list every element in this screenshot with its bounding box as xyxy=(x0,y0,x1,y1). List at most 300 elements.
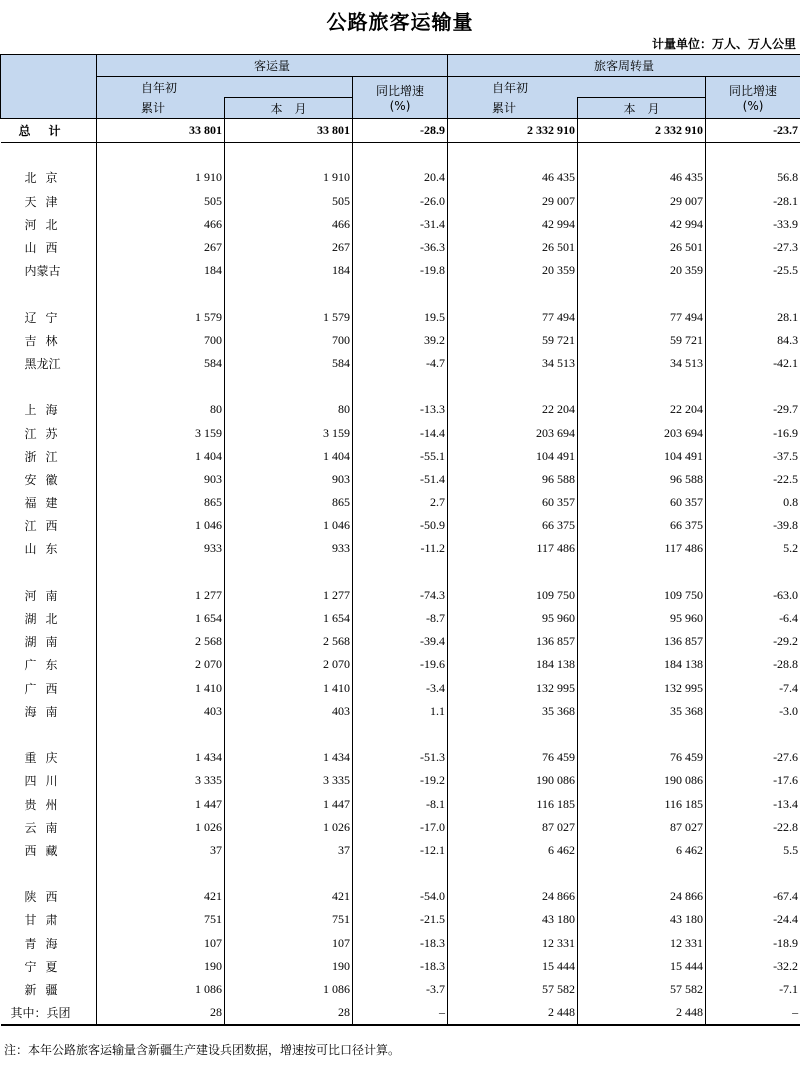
cell-v2: 584 xyxy=(225,352,353,375)
cell-v4: 22 204 xyxy=(448,398,578,421)
cell-v3: -36.3 xyxy=(353,236,448,259)
cell-v4: 20 359 xyxy=(448,259,578,282)
cell-v3: -12.1 xyxy=(353,839,448,862)
spacer-cell xyxy=(706,862,800,885)
cell-v2: 421 xyxy=(225,885,353,908)
cell-v5: 15 444 xyxy=(578,955,706,978)
spacer-cell xyxy=(225,862,353,885)
cell-v1: 37 xyxy=(97,839,225,862)
cell-v3: -50.9 xyxy=(353,514,448,537)
header-region-blank xyxy=(1,55,97,119)
table-row-total xyxy=(1,119,800,143)
table-row xyxy=(1,630,800,653)
cell-v2: 1 410 xyxy=(225,677,353,700)
cell-v2: 403 xyxy=(225,700,353,723)
cell-v6: -3.0 xyxy=(706,700,800,723)
cell-v5: 77 494 xyxy=(578,306,706,329)
cell-v4: 43 180 xyxy=(448,908,578,931)
cell-v5: 34 513 xyxy=(578,352,706,375)
cell-v5: 6 462 xyxy=(578,839,706,862)
cell-v6: -24.4 xyxy=(706,908,800,931)
spacer-cell xyxy=(353,375,448,398)
cell-v1: 190 xyxy=(97,955,225,978)
table-row xyxy=(1,537,800,560)
spacer-row xyxy=(1,862,800,885)
spacer-cell xyxy=(353,862,448,885)
table-row xyxy=(1,514,800,537)
cell-v5: 26 501 xyxy=(578,236,706,259)
spacer-cell xyxy=(353,143,448,167)
cell-v4: 116 185 xyxy=(448,792,578,815)
spacer-row xyxy=(1,561,800,584)
cell-v4: 76 459 xyxy=(448,746,578,769)
row-name: 内蒙古 xyxy=(1,259,97,282)
row-name: 湖南 xyxy=(1,630,97,653)
cell-v5: 46 435 xyxy=(578,166,706,189)
cell-v3: 20.4 xyxy=(353,166,448,189)
cell-v1: 3 159 xyxy=(97,421,225,444)
cell-v6: 84.3 xyxy=(706,329,800,352)
cell-v1: 3 335 xyxy=(97,769,225,792)
cell-v4: 136 857 xyxy=(448,630,578,653)
cell-v2: 865 xyxy=(225,491,353,514)
cell-v3: -54.0 xyxy=(353,885,448,908)
table-row xyxy=(1,306,800,329)
cell-v1: 751 xyxy=(97,908,225,931)
cell-v1: 184 xyxy=(97,259,225,282)
spacer-cell xyxy=(353,561,448,584)
spacer-row xyxy=(1,723,800,746)
spacer-cell xyxy=(225,375,353,398)
cell-v5: 87 027 xyxy=(578,816,706,839)
cell-v3: – xyxy=(353,1001,448,1025)
cell-v3: 19.5 xyxy=(353,306,448,329)
cell-v1: 1 910 xyxy=(97,166,225,189)
cell-v4: 2 332 910 xyxy=(448,119,578,143)
cell-v1: 1 447 xyxy=(97,792,225,815)
cell-v2: 1 434 xyxy=(225,746,353,769)
table-row xyxy=(1,329,800,352)
cell-v6: – xyxy=(706,1001,800,1025)
table-row xyxy=(1,1001,800,1025)
cell-v6: -27.3 xyxy=(706,236,800,259)
cell-v6: -33.9 xyxy=(706,213,800,236)
row-name: 浙江 xyxy=(1,445,97,468)
table-row xyxy=(1,491,800,514)
spacer-cell xyxy=(97,375,225,398)
cell-v1: 466 xyxy=(97,213,225,236)
table-row xyxy=(1,445,800,468)
table-row xyxy=(1,607,800,630)
cell-v2: 1 404 xyxy=(225,445,353,468)
cell-v5: 109 750 xyxy=(578,584,706,607)
table-row xyxy=(1,978,800,1001)
cell-v4: 6 462 xyxy=(448,839,578,862)
cell-v4: 15 444 xyxy=(448,955,578,978)
cell-v3: -74.3 xyxy=(353,584,448,607)
cell-v2: 903 xyxy=(225,468,353,491)
cell-v6: 5.2 xyxy=(706,537,800,560)
cell-v4: 26 501 xyxy=(448,236,578,259)
cell-v1: 421 xyxy=(97,885,225,908)
cell-v6: -16.9 xyxy=(706,421,800,444)
cell-v5: 116 185 xyxy=(578,792,706,815)
row-name: 山东 xyxy=(1,537,97,560)
header-ytd-bottom-1: 累计 xyxy=(97,98,225,119)
spacer-cell xyxy=(1,282,97,305)
row-name: 安徽 xyxy=(1,468,97,491)
header-month-1: 本 月 xyxy=(225,98,353,119)
cell-v6: -25.5 xyxy=(706,259,800,282)
cell-v1: 903 xyxy=(97,468,225,491)
row-name: 辽宁 xyxy=(1,306,97,329)
cell-v5: 66 375 xyxy=(578,514,706,537)
cell-v5: 2 448 xyxy=(578,1001,706,1025)
cell-v4: 184 138 xyxy=(448,653,578,676)
row-name: 四川 xyxy=(1,769,97,792)
row-name: 贵州 xyxy=(1,792,97,815)
spacer-row xyxy=(1,282,800,305)
cell-v1: 267 xyxy=(97,236,225,259)
cell-v1: 28 xyxy=(97,1001,225,1025)
cell-v4: 66 375 xyxy=(448,514,578,537)
cell-v6: -63.0 xyxy=(706,584,800,607)
row-name: 北京 xyxy=(1,166,97,189)
unit-label: 计量单位：万人、万人公里 xyxy=(651,37,796,51)
cell-v3: -51.4 xyxy=(353,468,448,491)
cell-v2: 1 046 xyxy=(225,514,353,537)
cell-v4: 29 007 xyxy=(448,190,578,213)
table-row xyxy=(1,908,800,931)
row-name: 云南 xyxy=(1,816,97,839)
spacer-cell xyxy=(706,143,800,167)
cell-v1: 1 579 xyxy=(97,306,225,329)
cell-v4: 77 494 xyxy=(448,306,578,329)
cell-v5: 2 332 910 xyxy=(578,119,706,143)
spacer-cell xyxy=(706,561,800,584)
cell-v5: 42 994 xyxy=(578,213,706,236)
cell-v6: -39.8 xyxy=(706,514,800,537)
cell-v3: -51.3 xyxy=(353,746,448,769)
cell-v1: 1 277 xyxy=(97,584,225,607)
cell-v6: -28.1 xyxy=(706,190,800,213)
header-group-passenger-turnover: 旅客周转量 xyxy=(448,55,800,77)
spacer-cell xyxy=(1,375,97,398)
row-name: 上海 xyxy=(1,398,97,421)
row-name: 广东 xyxy=(1,653,97,676)
cell-v2: 751 xyxy=(225,908,353,931)
header-yoy-2-bottom: (%) xyxy=(742,99,764,113)
cell-v4: 60 357 xyxy=(448,491,578,514)
cell-v4: 57 582 xyxy=(448,978,578,1001)
cell-v6: -23.7 xyxy=(706,119,800,143)
spacer-cell xyxy=(448,862,578,885)
cell-v4: 109 750 xyxy=(448,584,578,607)
row-name: 山西 xyxy=(1,236,97,259)
spacer-cell xyxy=(1,561,97,584)
spacer-cell xyxy=(448,375,578,398)
cell-v3: -4.7 xyxy=(353,352,448,375)
cell-v6: -27.6 xyxy=(706,746,800,769)
cell-v6: -29.7 xyxy=(706,398,800,421)
cell-v3: -14.4 xyxy=(353,421,448,444)
table-row xyxy=(1,190,800,213)
spacer-cell xyxy=(448,282,578,305)
cell-v4: 46 435 xyxy=(448,166,578,189)
cell-v5: 95 960 xyxy=(578,607,706,630)
cell-v3: 2.7 xyxy=(353,491,448,514)
cell-v4: 42 994 xyxy=(448,213,578,236)
cell-v6: -13.4 xyxy=(706,792,800,815)
cell-v4: 2 448 xyxy=(448,1001,578,1025)
cell-v5: 24 866 xyxy=(578,885,706,908)
cell-v3: -19.2 xyxy=(353,769,448,792)
row-name: 青海 xyxy=(1,932,97,955)
cell-v5: 190 086 xyxy=(578,769,706,792)
cell-v4: 12 331 xyxy=(448,932,578,955)
header-yoy-2 xyxy=(706,77,800,119)
cell-v5: 203 694 xyxy=(578,421,706,444)
table-row xyxy=(1,166,800,189)
table-row xyxy=(1,955,800,978)
cell-v1: 2 568 xyxy=(97,630,225,653)
cell-v3: -13.3 xyxy=(353,398,448,421)
spacer-cell xyxy=(448,143,578,167)
row-name: 江苏 xyxy=(1,421,97,444)
row-name: 黑龙江 xyxy=(1,352,97,375)
header-yoy-1-bottom: (%) xyxy=(389,99,411,113)
spacer-row xyxy=(1,143,800,167)
table-row xyxy=(1,769,800,792)
cell-v2: 190 xyxy=(225,955,353,978)
row-name: 甘肃 xyxy=(1,908,97,931)
cell-v1: 2 070 xyxy=(97,653,225,676)
cell-v5: 59 721 xyxy=(578,329,706,352)
spacer-cell xyxy=(97,143,225,167)
cell-v3: -19.6 xyxy=(353,653,448,676)
table-row xyxy=(1,584,800,607)
cell-v3: -18.3 xyxy=(353,932,448,955)
cell-v3: -21.5 xyxy=(353,908,448,931)
cell-v1: 1 086 xyxy=(97,978,225,1001)
row-name: 重庆 xyxy=(1,746,97,769)
table-row xyxy=(1,816,800,839)
cell-v4: 203 694 xyxy=(448,421,578,444)
header-yoy-1-top: 同比增速 xyxy=(376,84,425,98)
table-row xyxy=(1,746,800,769)
cell-v2: 107 xyxy=(225,932,353,955)
cell-v4: 96 588 xyxy=(448,468,578,491)
cell-v6: -7.4 xyxy=(706,677,800,700)
cell-v6: -29.2 xyxy=(706,630,800,653)
cell-v2: 1 910 xyxy=(225,166,353,189)
cell-v5: 184 138 xyxy=(578,653,706,676)
cell-v2: 1 026 xyxy=(225,816,353,839)
cell-v5: 96 588 xyxy=(578,468,706,491)
row-name: 海南 xyxy=(1,700,97,723)
cell-v5: 117 486 xyxy=(578,537,706,560)
header-group-passenger-volume: 客运量 xyxy=(97,55,448,77)
table-row xyxy=(1,839,800,862)
cell-v2: 1 654 xyxy=(225,607,353,630)
cell-v1: 1 026 xyxy=(97,816,225,839)
spacer-cell xyxy=(225,282,353,305)
table-row xyxy=(1,236,800,259)
spacer-cell xyxy=(97,862,225,885)
cell-v1: 107 xyxy=(97,932,225,955)
spacer-cell xyxy=(1,862,97,885)
cell-v2: 1 579 xyxy=(225,306,353,329)
cell-v6: -22.5 xyxy=(706,468,800,491)
row-name: 宁夏 xyxy=(1,955,97,978)
spacer-cell xyxy=(448,723,578,746)
cell-v2: 505 xyxy=(225,190,353,213)
footnote: 注：本年公路旅客运输量含新疆生产建设兵团数据，增速按可比口径计算。 xyxy=(4,1043,401,1057)
cell-v1: 1 654 xyxy=(97,607,225,630)
row-name: 河北 xyxy=(1,213,97,236)
row-name: 新疆 xyxy=(1,978,97,1001)
spacer-cell xyxy=(706,282,800,305)
header-yoy-1 xyxy=(353,77,448,119)
cell-v6: 5.5 xyxy=(706,839,800,862)
cell-v4: 190 086 xyxy=(448,769,578,792)
cell-v4: 104 491 xyxy=(448,445,578,468)
cell-v3: -18.3 xyxy=(353,955,448,978)
cell-v3: -55.1 xyxy=(353,445,448,468)
spacer-cell xyxy=(1,723,97,746)
table-row xyxy=(1,700,800,723)
cell-v5: 29 007 xyxy=(578,190,706,213)
cell-v3: -8.1 xyxy=(353,792,448,815)
cell-v5: 35 368 xyxy=(578,700,706,723)
cell-v6: -7.1 xyxy=(706,978,800,1001)
cell-v5: 132 995 xyxy=(578,677,706,700)
cell-v2: 37 xyxy=(225,839,353,862)
header-ytd-top-1: 自年初 xyxy=(97,77,353,98)
cell-v1: 80 xyxy=(97,398,225,421)
cell-v1: 700 xyxy=(97,329,225,352)
spacer-cell xyxy=(578,862,706,885)
table-row xyxy=(1,677,800,700)
table-row xyxy=(1,213,800,236)
cell-v1: 584 xyxy=(97,352,225,375)
row-name: 总计 xyxy=(1,119,97,143)
spacer-cell xyxy=(578,143,706,167)
cell-v1: 1 410 xyxy=(97,677,225,700)
cell-v6: 28.1 xyxy=(706,306,800,329)
cell-v3: -17.0 xyxy=(353,816,448,839)
cell-v2: 2 568 xyxy=(225,630,353,653)
cell-v4: 95 960 xyxy=(448,607,578,630)
cell-v4: 117 486 xyxy=(448,537,578,560)
cell-v5: 22 204 xyxy=(578,398,706,421)
table-row xyxy=(1,885,800,908)
cell-v6: -6.4 xyxy=(706,607,800,630)
cell-v3: -3.4 xyxy=(353,677,448,700)
cell-v2: 28 xyxy=(225,1001,353,1025)
cell-v6: -17.6 xyxy=(706,769,800,792)
cell-v5: 20 359 xyxy=(578,259,706,282)
spacer-row xyxy=(1,375,800,398)
cell-v2: 3 159 xyxy=(225,421,353,444)
cell-v2: 267 xyxy=(225,236,353,259)
table-row xyxy=(1,352,800,375)
cell-v6: 56.8 xyxy=(706,166,800,189)
cell-v1: 505 xyxy=(97,190,225,213)
cell-v6: -22.8 xyxy=(706,816,800,839)
row-name: 天津 xyxy=(1,190,97,213)
header-month-2: 本 月 xyxy=(578,98,706,119)
table-row xyxy=(1,653,800,676)
row-name: 陕西 xyxy=(1,885,97,908)
cell-v3: -31.4 xyxy=(353,213,448,236)
page-title: 公路旅客运输量 xyxy=(326,10,474,34)
spacer-cell xyxy=(225,561,353,584)
cell-v2: 1 277 xyxy=(225,584,353,607)
header-yoy-2-top: 同比增速 xyxy=(729,84,778,98)
table-row xyxy=(1,932,800,955)
spacer-cell xyxy=(578,375,706,398)
cell-v6: -42.1 xyxy=(706,352,800,375)
cell-v5: 76 459 xyxy=(578,746,706,769)
cell-v5: 136 857 xyxy=(578,630,706,653)
cell-v4: 59 721 xyxy=(448,329,578,352)
table-row xyxy=(1,792,800,815)
row-name: 福建 xyxy=(1,491,97,514)
spacer-cell xyxy=(578,282,706,305)
cell-v3: -11.2 xyxy=(353,537,448,560)
cell-v5: 57 582 xyxy=(578,978,706,1001)
cell-v6: 0.8 xyxy=(706,491,800,514)
table-row xyxy=(1,259,800,282)
row-name: 西藏 xyxy=(1,839,97,862)
table-row xyxy=(1,398,800,421)
cell-v3: -3.7 xyxy=(353,978,448,1001)
row-name: 广西 xyxy=(1,677,97,700)
row-name: 其中：兵团 xyxy=(1,1001,97,1025)
cell-v5: 104 491 xyxy=(578,445,706,468)
row-name: 江西 xyxy=(1,514,97,537)
table-body xyxy=(1,119,800,1026)
cell-v2: 2 070 xyxy=(225,653,353,676)
cell-v5: 12 331 xyxy=(578,932,706,955)
cell-v6: -18.9 xyxy=(706,932,800,955)
cell-v3: -39.4 xyxy=(353,630,448,653)
cell-v2: 80 xyxy=(225,398,353,421)
cell-v1: 933 xyxy=(97,537,225,560)
spacer-cell xyxy=(97,282,225,305)
cell-v3: 1.1 xyxy=(353,700,448,723)
spacer-cell xyxy=(1,143,97,167)
cell-v2: 933 xyxy=(225,537,353,560)
cell-v2: 3 335 xyxy=(225,769,353,792)
cell-v3: -28.9 xyxy=(353,119,448,143)
cell-v1: 33 801 xyxy=(97,119,225,143)
cell-v6: -28.8 xyxy=(706,653,800,676)
cell-v2: 700 xyxy=(225,329,353,352)
spacer-cell xyxy=(353,282,448,305)
spacer-cell xyxy=(706,375,800,398)
spacer-cell xyxy=(97,723,225,746)
spacer-cell xyxy=(448,561,578,584)
cell-v2: 466 xyxy=(225,213,353,236)
cell-v4: 24 866 xyxy=(448,885,578,908)
table-row xyxy=(1,421,800,444)
cell-v1: 403 xyxy=(97,700,225,723)
cell-v1: 865 xyxy=(97,491,225,514)
spacer-cell xyxy=(578,723,706,746)
header-ytd-top-2: 自年初 xyxy=(448,77,706,98)
